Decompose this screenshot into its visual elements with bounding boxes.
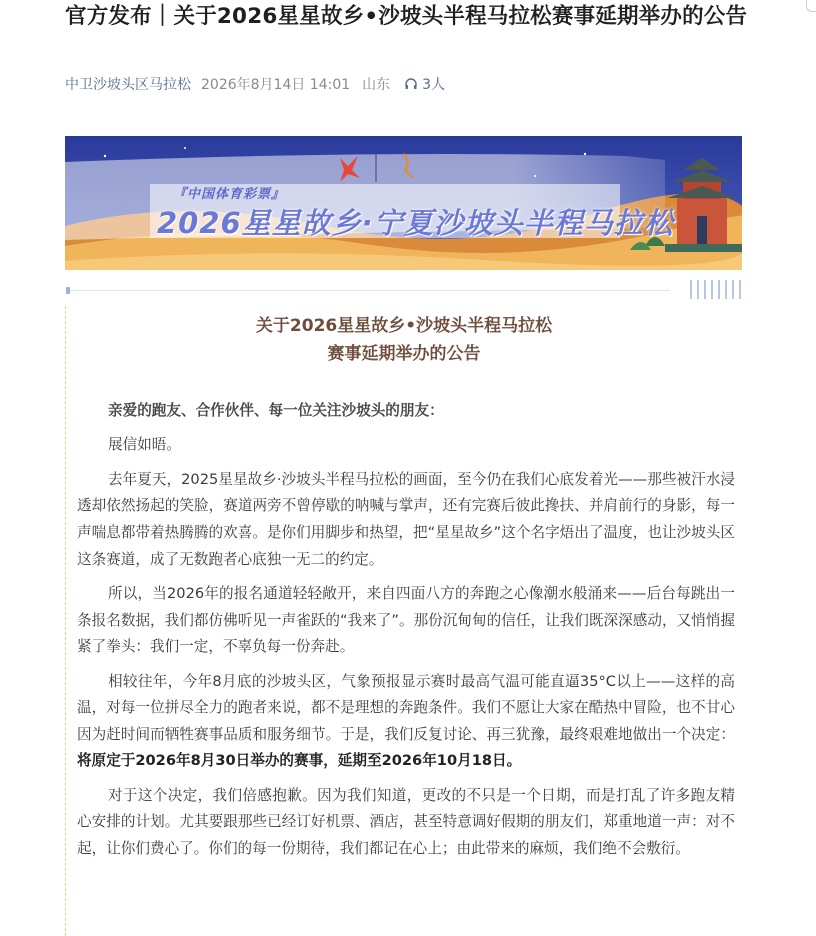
section-divider xyxy=(70,290,670,291)
listener-count: 3人 xyxy=(422,77,446,93)
article-title: 官方发布｜关于2026星星故乡•沙坡头半程马拉松赛事延期举办的公告 xyxy=(65,4,748,29)
paragraph-4: 对于这个决定，我们倍感抱歉。因为我们知道，更改的不只是一个日期，而是打乱了许多跑友精心安排的计划。尤其要跟那些已经订好机票、酒店，甚至特意调好假期的朋友们，郑重地道一声：对不起，让你们费心了。你们的每一份期待，我们都记在心上；由此带来的麻烦，我们绝不会敷衍。 xyxy=(77,786,735,857)
article-meta xyxy=(65,73,445,95)
author-link[interactable]: 中卫沙坡头区马拉松 xyxy=(65,77,191,93)
notice-title-line1: 关于2026星星故乡•沙坡头半程马拉松 xyxy=(255,316,553,336)
postponement-highlight: 将原定于2026年8月30日举办的赛事，延期至2026年10月18日。 xyxy=(77,752,522,770)
listen-button[interactable] xyxy=(404,74,445,94)
ip-location: 山东 xyxy=(362,77,391,93)
banner-main-slogan: 2026星星故乡·宁夏沙坡头半程马拉松 xyxy=(157,206,674,240)
paragraph-3-text: 相较往年，今年8月底的沙坡头区，气象预报显示赛时最高气温可能直逼35°C以上——这样的高温，对每一位拼尽全力的跑者来说，都不是理想的奔跑条件。我们不愿让大家在酷热中冒险，也不甘心因为赶时间而牺牲赛事品质和服务细节。于是，我们反复讨论、再三犹豫，最终艰难地做出一个决定： xyxy=(77,672,735,743)
banner-sub-slogan: 『中国体育彩票』 xyxy=(173,187,286,202)
notice-title xyxy=(66,312,742,368)
paragraph-1: 去年夏天，2025星星故乡·沙坡头半程马拉松的画面，至今仍在我们心底发着光——那些被汗水浸透却依然扬起的笑脸，赛道两旁不曾停歇的呐喊与掌声，还有完赛后彼此搀扶、并肩前行的身影，每一声喘息都带着热腾腾的欢喜。是你们用脚步和热望，把“星星故乡”这个名字焐出了温度，也让沙坡头区这条赛道，成了无数跑者心底独一无二的约定。 xyxy=(77,470,735,568)
publish-time: 2026年8月14日 14:01 xyxy=(201,77,351,93)
paragraph-3 xyxy=(77,669,735,775)
headphones-icon xyxy=(404,77,418,91)
paragraph-2: 所以，当2026年的报名通道轻轻敞开，来自四面八方的奔跑之心像潮水般涌来——后台每跳出一条报名数据，我们都仿佛听见一声雀跃的“我来了”。那份沉甸甸的信任，让我们既深深感动，又悄悄握紧了拳头：我们一定，不辜负每一份奔赴。 xyxy=(77,584,735,656)
greeting: 亲爱的跑友、合作伙伴、每一位关注沙坡头的朋友： xyxy=(108,402,444,419)
event-banner xyxy=(65,136,742,270)
divider-bars-icon xyxy=(690,280,742,299)
notice-title-line2: 赛事延期举办的公告 xyxy=(327,344,481,364)
notice-body xyxy=(77,398,735,870)
salutation: 展信如晤。 xyxy=(108,436,181,454)
content-border xyxy=(65,306,66,936)
window-corner xyxy=(806,0,816,12)
